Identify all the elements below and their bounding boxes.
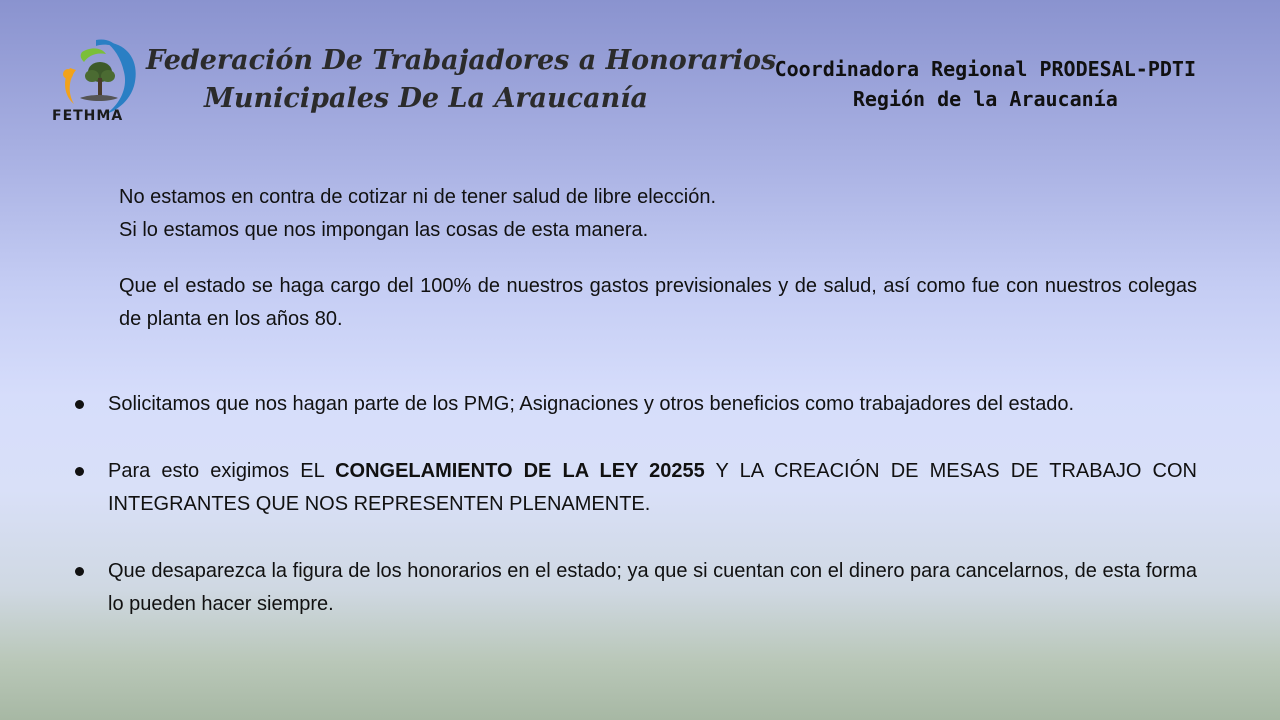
bullet-text-prefix: Para esto exigimos EL [108, 460, 336, 482]
coordinator-line1: Coordinadora Regional PRODESAL-PDTI [774, 57, 1196, 81]
bullet-text: Solicitamos que nos hagan parte de los PMG; Asignaciones y otros beneficios como trabajadores del estado. [108, 393, 1075, 415]
coordinator-heading [775, 54, 1196, 114]
bullet-text-suffix: Y LA CREACIÓN DE MESAS DE TRABAJO CON INTEGRANTES QUE NOS REPRESENTEN PLENAMENTE. [108, 460, 1198, 515]
federation-title-line1: Federación De Trabajadores a Honorarios [146, 45, 777, 76]
intro-line2: Si lo estamos que nos impongan las cosas de esta manera. [119, 219, 649, 241]
bullet-text-bold: CONGELAMIENTO DE LA LEY 20255 [335, 460, 705, 482]
list-item [70, 455, 1197, 521]
logo-caption: FETHMA [52, 108, 124, 124]
intro-line1: No estamos en contra de cotizar ni de tener salud de libre elección. [119, 186, 717, 208]
list-item [70, 555, 1197, 621]
bullet-text: Que desaparezca la figura de los honorarios en el estado; ya que si cuentan con el dinero para cancelarnos, de esta forma lo pueden hacer siempre. [108, 560, 1197, 615]
federation-title-line2: Municipales De La Araucanía [204, 83, 648, 114]
list-item [70, 388, 1197, 421]
bullet-dot-icon [75, 567, 84, 576]
intro-paragraph: Que el estado se haga cargo del 100% de nuestros gastos previsionales y de salud, así como fue con nuestros colegas de planta en los años 80. [119, 275, 1197, 330]
bullet-dot-icon [75, 400, 84, 409]
coordinator-line2: Región de la Araucanía [852, 87, 1118, 111]
intro-block [119, 181, 1197, 336]
demands-list [70, 388, 1197, 621]
bullet-dot-icon [75, 467, 84, 476]
federation-title [146, 42, 777, 118]
